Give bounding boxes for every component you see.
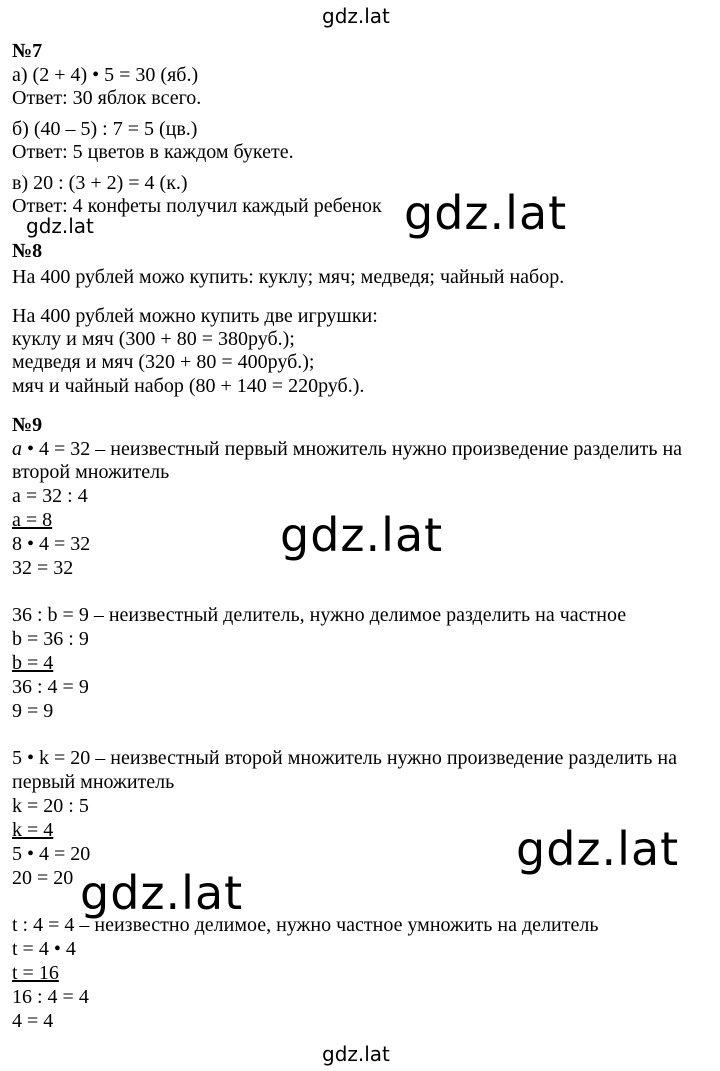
variable-a: a: [12, 438, 22, 460]
task7-heading: №7: [12, 40, 43, 62]
watermark-bottom: gdz.lat: [322, 1042, 390, 1066]
task9-k-result: k = 4: [12, 819, 54, 841]
task9-b-result: b = 4: [12, 652, 54, 674]
watermark-small: gdz.lat: [26, 214, 94, 238]
watermark-large: gdz.lat: [280, 508, 444, 562]
task9-a-rule-text: • 4 = 32 – неизвестный первый множитель нужно произведение разделить на: [22, 438, 683, 460]
task9-k-rule-continuation: первый множитель: [12, 771, 175, 793]
task9-a-rule-continuation: второй множитель: [12, 461, 170, 483]
task9-t-result: t = 16: [12, 962, 59, 984]
task9-a-check: 8 • 4 = 32: [12, 533, 91, 555]
watermark-top: gdz.lat: [322, 4, 390, 28]
task9-b-final: 9 = 9: [12, 700, 54, 722]
watermark-large: gdz.lat: [80, 866, 244, 920]
task9-t-final: 4 = 4: [12, 1010, 54, 1032]
task7-b-answer: Ответ: 5 цветов в каждом букете.: [12, 141, 294, 163]
task8-line: На 400 рублей можно купить две игрушки:: [12, 305, 378, 327]
task8-line: На 400 рублей можо купить: куклу; мяч; медведя; чайный набор.: [12, 266, 565, 288]
task9-t-check: 16 : 4 = 4: [12, 986, 89, 1008]
task8-line: медведя и мяч (320 + 80 = 400руб.);: [12, 351, 315, 373]
watermark-large: gdz.lat: [516, 822, 680, 876]
task9-k-final: 20 = 20: [12, 867, 74, 889]
task8-line: куклу и мяч (300 + 80 = 380руб.);: [12, 328, 295, 350]
task7-a-answer: Ответ: 30 яблок всего.: [12, 87, 202, 109]
watermark-large: gdz.lat: [404, 186, 568, 240]
task9-a-rule: [12, 437, 682, 461]
task7-b-expression: б) (40 – 5) : 7 = 5 (цв.): [12, 118, 198, 140]
task8-line: мяч и чайный набор (80 + 140 = 220руб.).: [12, 375, 365, 397]
task9-b-rule: 36 : b = 9 – неизвестный делитель, нужно делимое разделить на частное: [12, 604, 627, 626]
task8-heading: №8: [12, 240, 43, 262]
task9-a-result: a = 8: [12, 509, 53, 531]
task7-c-expression: в) 20 : (3 + 2) = 4 (к.): [12, 172, 188, 194]
task9-b-check: 36 : 4 = 9: [12, 676, 89, 698]
task7-a-expression: а) (2 + 4) • 5 = 30 (яб.): [12, 64, 199, 86]
task9-k-check: 5 • 4 = 20: [12, 843, 91, 865]
task9-heading: №9: [12, 414, 43, 436]
task9-t-step: t = 4 • 4: [12, 938, 76, 960]
task9-k-step: k = 20 : 5: [12, 795, 89, 817]
task9-a-final: 32 = 32: [12, 557, 74, 579]
task7-c-answer: Ответ: 4 конфеты получил каждый ребенок: [12, 195, 382, 217]
task9-b-step: b = 36 : 9: [12, 628, 89, 650]
task9-k-rule: 5 • k = 20 – неизвестный второй множитель нужно произведение разделить на: [12, 747, 677, 769]
task9-t-rule: t : 4 = 4 – неизвестно делимое, нужно частное умножить на делитель: [12, 914, 599, 936]
task9-a-step: a = 32 : 4: [12, 485, 88, 507]
